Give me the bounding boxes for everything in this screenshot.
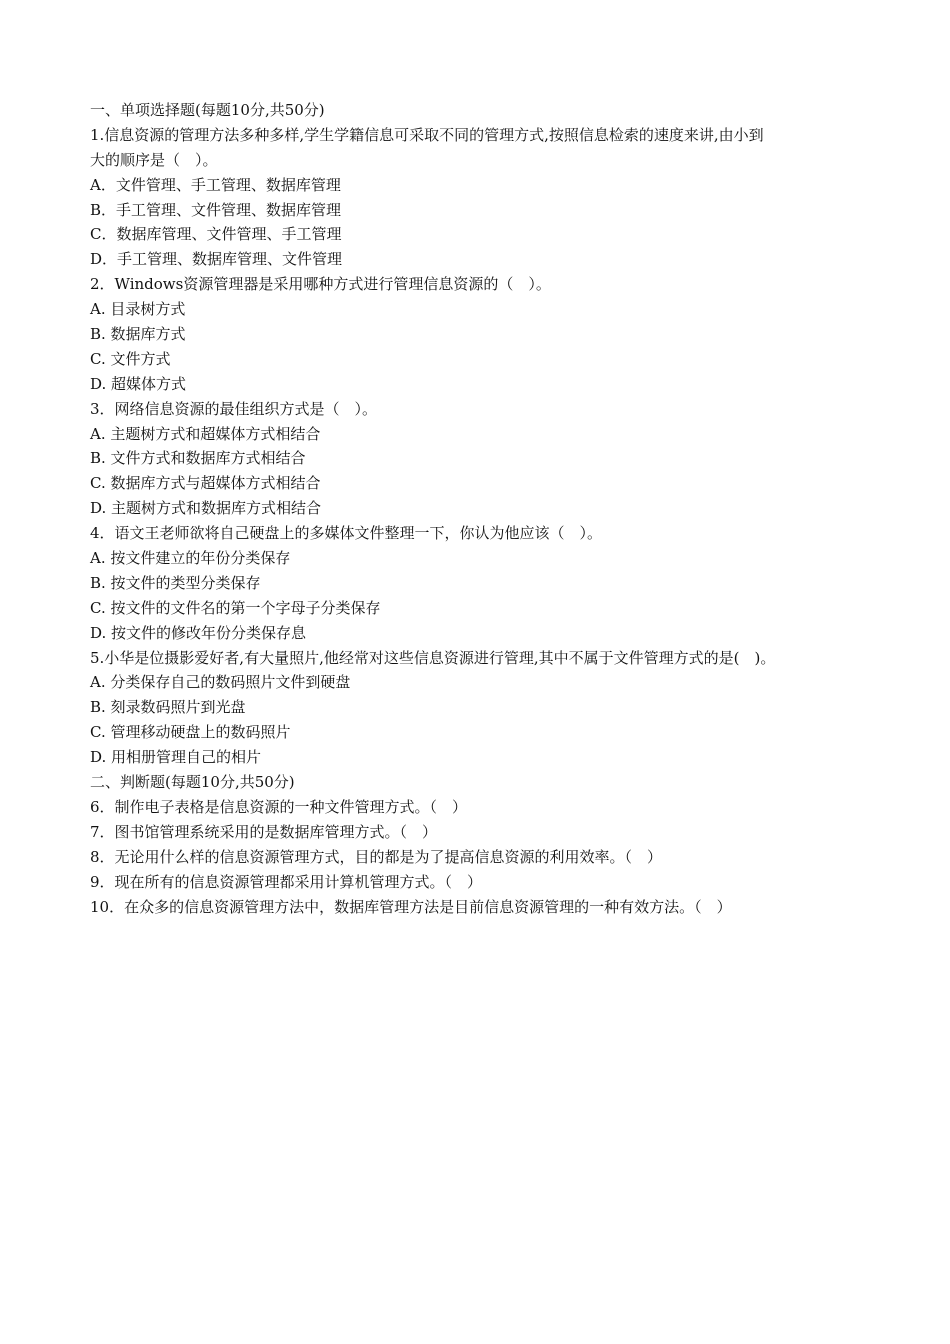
question-2-option-a: A. 目录树方式 xyxy=(90,300,186,319)
question-5-stem: 5.小华是位摄影爱好者,有大量照片,他经常对这些信息资源进行管理,其中不属于文件管理方式的是( )。 xyxy=(90,648,776,667)
question-5-option-b: B. 刻录数码照片到光盘 xyxy=(90,698,246,717)
question-1-stem-line-1: 1.信息资源的管理方法多种多样,学生学籍信息可采取不同的管理方式,按照信息检索的速度来讲,由小到 xyxy=(90,125,764,144)
question-2-stem: 2．Windows资源管理器是采用哪种方式进行管理信息资源的（ ）。 xyxy=(90,275,551,294)
question-1-stem-line-2: 大的顺序是（ ）。 xyxy=(90,150,218,169)
judge-question-8: 8．无论用什么样的信息资源管理方式，目的都是为了提高信息资源的利用效率。（ ） xyxy=(90,847,663,866)
judge-question-7: 7．图书馆管理系统采用的是数据库管理方式。（ ） xyxy=(90,822,438,841)
question-5-option-a: A. 分类保存自己的数码照片文件到硬盘 xyxy=(90,673,351,692)
question-1-option-b: B．手工管理、文件管理、数据库管理 xyxy=(90,200,342,219)
question-2-option-c: C. 文件方式 xyxy=(90,349,171,368)
question-2-option-b: B. 数据库方式 xyxy=(90,325,186,344)
question-1-option-d: D．手工管理、数据库管理、文件管理 xyxy=(90,250,343,269)
judge-question-9: 9．现在所有的信息资源管理都采用计算机管理方式。（ ） xyxy=(90,872,483,891)
question-4-option-b: B. 按文件的类型分类保存 xyxy=(90,573,261,592)
section-header-judge: 二、判断题(每题10分,共50分) xyxy=(90,773,295,792)
question-5-option-d: D. 用相册管理自己的相片 xyxy=(90,748,262,767)
question-3-option-c: C. 数据库方式与超媒体方式相结合 xyxy=(90,474,321,493)
judge-question-6: 6．制作电子表格是信息资源的一种文件管理方式。（ ） xyxy=(90,797,468,816)
question-4-option-a: A. 按文件建立的年份分类保存 xyxy=(90,549,291,568)
question-3-option-b: B. 文件方式和数据库方式相结合 xyxy=(90,449,306,468)
question-5-option-c: C. 管理移动硬盘上的数码照片 xyxy=(90,723,291,742)
question-4-stem: 4．语文王老师欲将自己硬盘上的多媒体文件整理一下，你认为他应该（ ）。 xyxy=(90,524,603,543)
question-3-option-d: D. 主题树方式和数据库方式相结合 xyxy=(90,499,322,518)
judge-question-10: 10．在众多的信息资源管理方法中，数据库管理方法是目前信息资源管理的一种有效方法。（ ） xyxy=(90,897,732,916)
question-3-stem: 3．网络信息资源的最佳组织方式是（ ）。 xyxy=(90,399,378,418)
question-2-option-d: D. 超媒体方式 xyxy=(90,374,187,393)
document-page xyxy=(90,98,890,919)
question-1-option-c: C．数据库管理、文件管理、手工管理 xyxy=(90,225,342,244)
question-4-option-d: D. 按文件的修改年份分类保存息 xyxy=(90,623,307,642)
question-4-option-c: C. 按文件的文件名的第一个字母子分类保存 xyxy=(90,598,381,617)
section-header-choice: 一、单项选择题(每题10分,共50分) xyxy=(90,101,325,119)
question-3-option-a: A. 主题树方式和超媒体方式相结合 xyxy=(90,424,321,443)
question-1-option-a: A．文件管理、手工管理、数据库管理 xyxy=(90,175,341,194)
